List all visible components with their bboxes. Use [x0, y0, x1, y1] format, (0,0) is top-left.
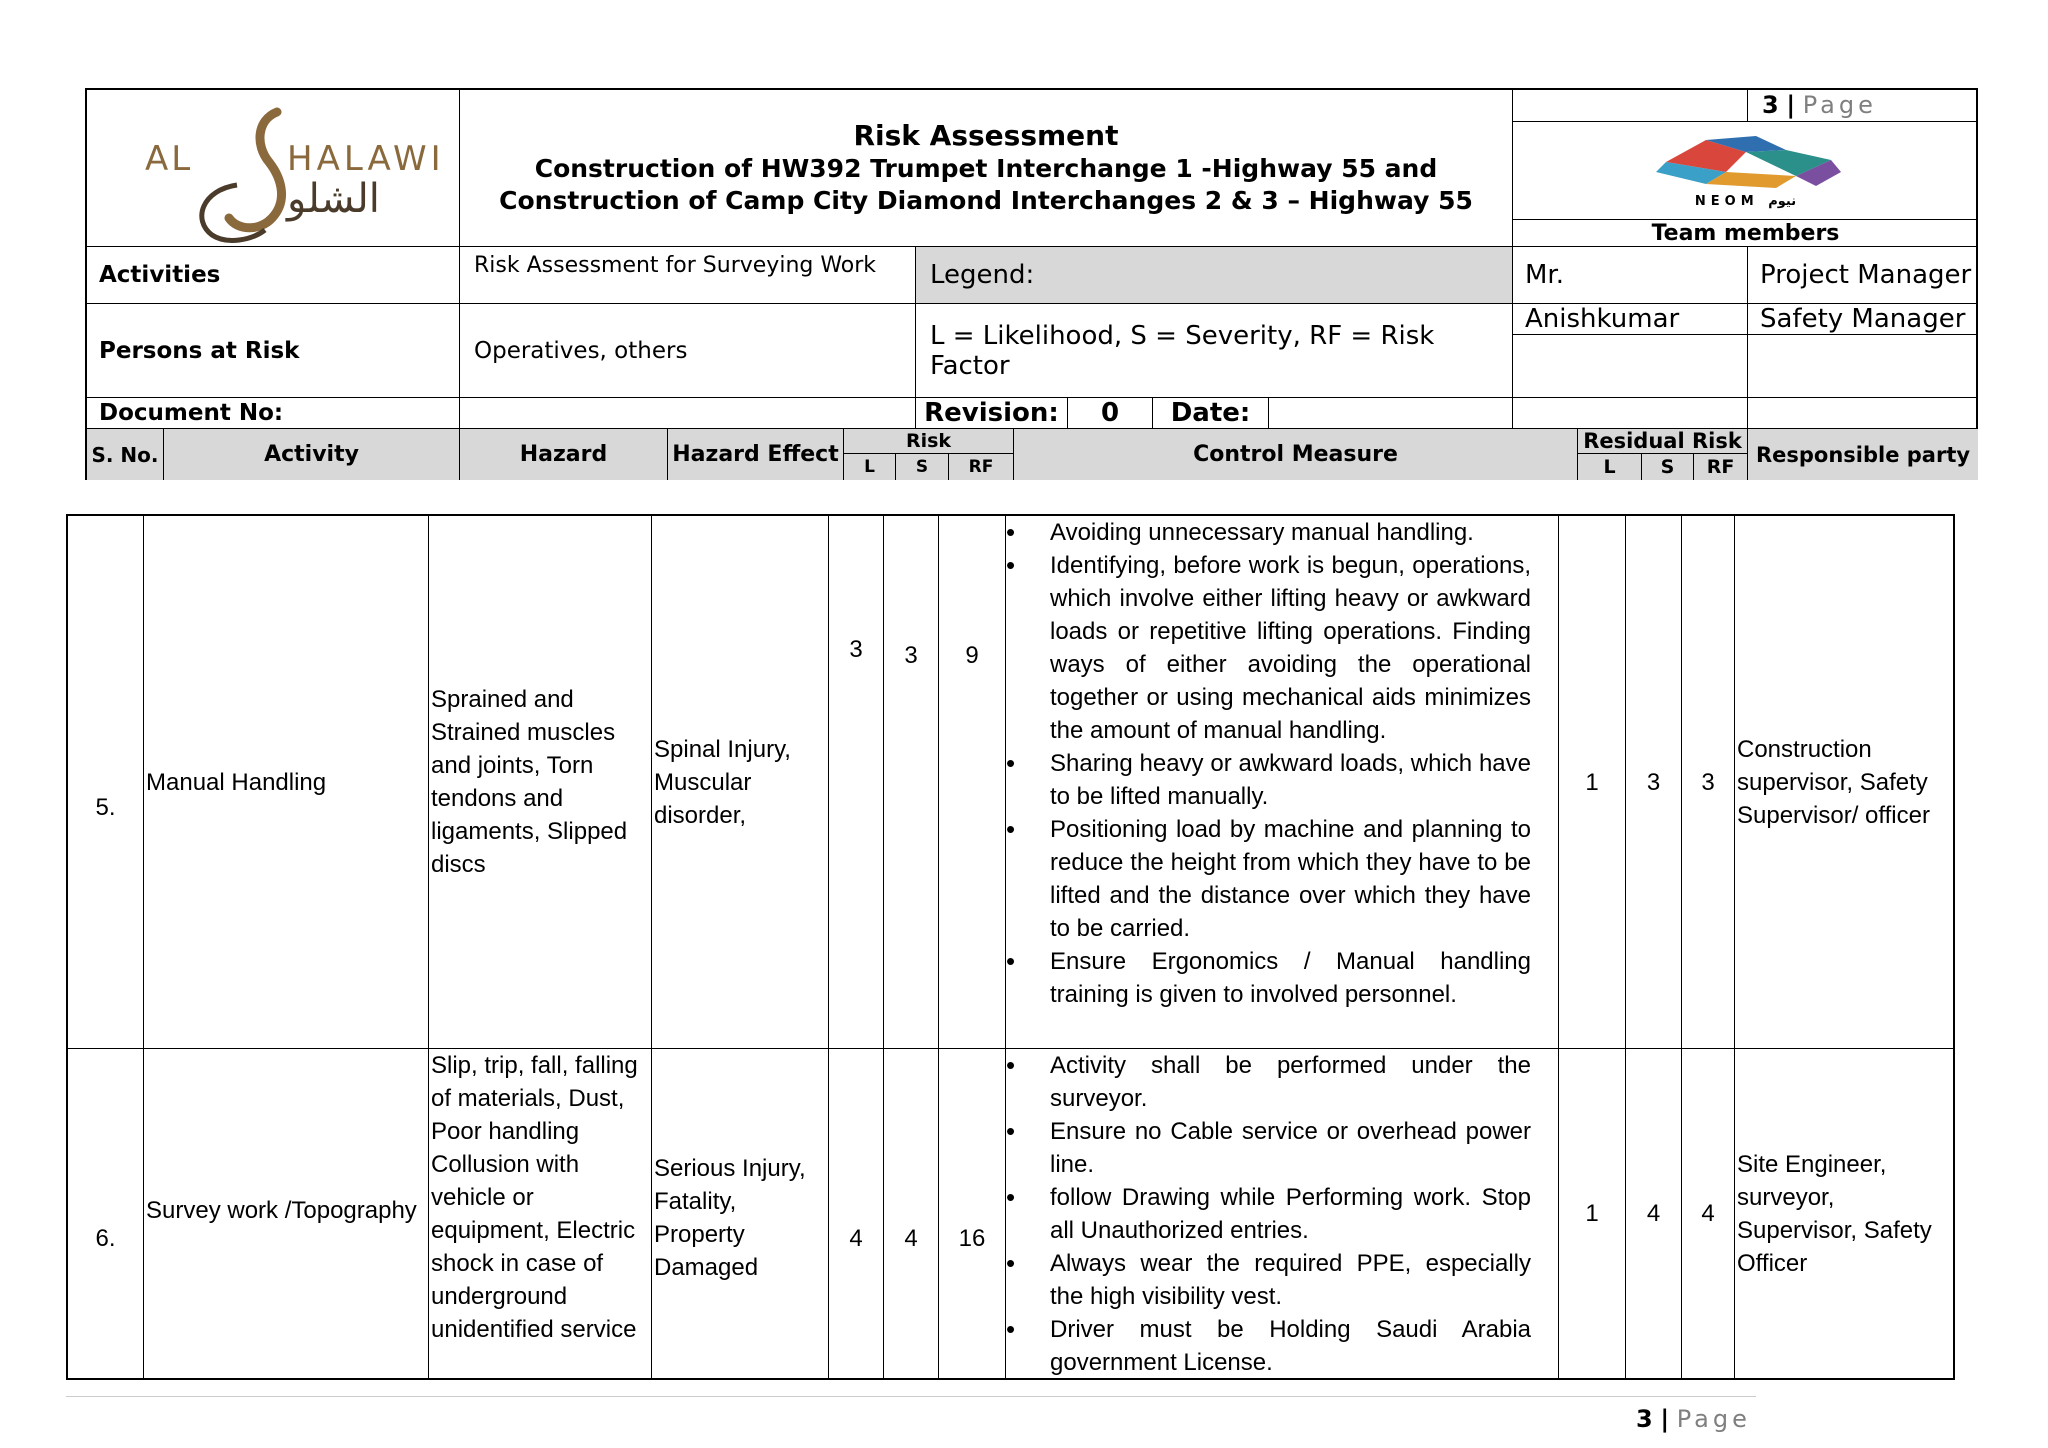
- company-logo: [87, 90, 460, 247]
- col-residual-l: L: [1578, 454, 1642, 480]
- control-measure-item: • Positioning load by machine and planning to reduce the height from which they have to be lifted and the distance over which they have to be carried.: [1006, 813, 1531, 945]
- row-risk-rf: 9: [939, 516, 1006, 1048]
- activities-label: Activities: [87, 247, 460, 304]
- logo-halawi-text: HALAWI: [287, 139, 445, 179]
- team-members-label: Team members: [1513, 220, 1978, 247]
- team-member-role-2: Safety Manager: [1748, 304, 1978, 335]
- neom-logo-icon: [1646, 132, 1846, 194]
- title-block: [460, 90, 1513, 247]
- col-sno: S. No.: [87, 429, 164, 480]
- row-control-measures: [1006, 1049, 1559, 1378]
- col-hazard-effect: Hazard Effect: [668, 429, 844, 480]
- row-hazard-effect: Spinal Injury, Muscular disorder,: [652, 516, 829, 1048]
- control-measure-item: • Sharing heavy or awkward loads, which have to be lifted manually.: [1006, 747, 1531, 813]
- col-responsible-party: Responsible party: [1748, 429, 1978, 480]
- control-measure-item: • Ensure no Cable service or overhead power line.: [1006, 1115, 1531, 1181]
- document-no-value: [460, 398, 916, 429]
- team-member-role-3: [1748, 335, 1978, 398]
- al-halawi-logo-icon: [87, 90, 460, 247]
- row-residual-s: 3: [1626, 516, 1682, 1048]
- col-residual-risk: Residual Risk: [1578, 429, 1748, 454]
- control-measure-item: • Identifying, before work is begun, operations, which involve either lifting heavy or awkward loads or repetitive lifting operations. Finding ways of either avoiding the operational together or using mechanical aids minimizes the amount of manual handling.: [1006, 549, 1531, 747]
- row-risk-rf: 16: [939, 1049, 1006, 1378]
- col-risk-s: S: [896, 454, 949, 480]
- client-logo: [1513, 122, 1978, 220]
- activities-value: Risk Assessment for Surveying Work: [460, 247, 916, 304]
- team-member-name-3: [1513, 335, 1748, 398]
- row-hazard-effect: Serious Injury, Fatality, Property Damaged: [652, 1049, 829, 1378]
- persons-at-risk-value: Operatives, others: [460, 304, 916, 398]
- row-hazard: Slip, trip, fall, falling of materials, Dust, Poor handling Collusion with vehicle or equipment, Electric shock in case of underground unidentified service: [429, 1049, 652, 1378]
- row-residual-s: 4: [1626, 1049, 1682, 1378]
- control-measure-item: • follow Drawing while Performing work. Stop all Unauthorized entries.: [1006, 1181, 1531, 1247]
- legend-label: Legend:: [916, 247, 1513, 304]
- col-residual-rf: RF: [1694, 454, 1748, 480]
- document-header: [85, 88, 1978, 480]
- col-control-measure: Control Measure: [1014, 429, 1578, 480]
- row-residual-l: 1: [1559, 1049, 1626, 1378]
- row-residual-rf: 4: [1682, 1049, 1735, 1378]
- table-row: [68, 1049, 1953, 1378]
- col-risk: Risk: [844, 429, 1014, 454]
- row-responsible-party: Construction supervisor, Safety Supervisor/ officer: [1737, 735, 1930, 829]
- footer-divider: [66, 1396, 1756, 1397]
- logo-arabic-text: الشلو: [287, 176, 380, 222]
- team-member-name-2: Anishkumar: [1513, 304, 1748, 335]
- row-control-measures: [1006, 516, 1559, 1048]
- row-risk-s: 4: [884, 1049, 939, 1378]
- revision-label: Revision:: [916, 398, 1068, 429]
- row-responsible-party: Site Engineer, surveyor, Supervisor, Safety Officer: [1737, 1150, 1932, 1277]
- footer-page-number: 3 | Page: [1636, 1405, 1751, 1433]
- date-value: [1269, 398, 1513, 429]
- control-measure-item: • Activity shall be performed under the surveyor.: [1006, 1049, 1531, 1115]
- col-hazard: Hazard: [460, 429, 668, 480]
- control-measure-item: • Always wear the required PPE, especially the high visibility vest.: [1006, 1247, 1531, 1313]
- control-measure-item: • Driver must be Holding Saudi Arabia government License.: [1006, 1313, 1531, 1379]
- page-number: 3 | Page: [1748, 90, 1978, 122]
- control-measure-item: • Avoiding unnecessary manual handling.: [1006, 516, 1531, 549]
- row-risk-l: 3: [829, 516, 884, 1048]
- col-activity: Activity: [164, 429, 460, 480]
- control-measure-item: • Ensure Ergonomics / Manual handling training is given to involved personnel.: [1006, 945, 1531, 1011]
- team-member-role-1: Project Manager: [1748, 247, 1978, 304]
- row-hazard: Sprained and Strained muscles and joints, Torn tendons and ligaments, Slipped discs: [429, 516, 652, 1048]
- table-row: [68, 516, 1953, 1049]
- col-risk-l: L: [844, 454, 896, 480]
- row-sno: 5.: [68, 516, 144, 1048]
- col-residual-s: S: [1642, 454, 1694, 480]
- document-title: Risk Assessment: [853, 119, 1119, 152]
- row-sno: 6.: [68, 1049, 144, 1378]
- team-member-name-1: Mr.: [1513, 247, 1748, 304]
- risk-table: [66, 514, 1955, 1380]
- persons-at-risk-label: Persons at Risk: [87, 304, 460, 398]
- legend-value: L = Likelihood, S = Severity, RF = Risk Factor: [916, 304, 1513, 398]
- project-subtitle: Construction of HW392 Trumpet Interchange 1 -Highway 55 and Construction of Camp City Diamond Interchanges 2 & 3 – Highway 55: [499, 154, 1473, 215]
- row-risk-l: 4: [829, 1049, 884, 1378]
- date-label: Date:: [1153, 398, 1269, 429]
- row-residual-rf: 3: [1682, 516, 1735, 1048]
- col-risk-rf: RF: [949, 454, 1014, 480]
- document-no-label: Document No:: [87, 398, 460, 429]
- revision-value: 0: [1068, 398, 1153, 429]
- row-activity: Manual Handling: [144, 516, 429, 1048]
- row-residual-l: 1: [1559, 516, 1626, 1048]
- row-risk-s: 3: [884, 516, 939, 1048]
- neom-logo-text: NEOM نيوم: [1694, 194, 1797, 209]
- row-activity: Survey work /Topography: [144, 1049, 429, 1378]
- logo-al-text: AL: [145, 139, 194, 179]
